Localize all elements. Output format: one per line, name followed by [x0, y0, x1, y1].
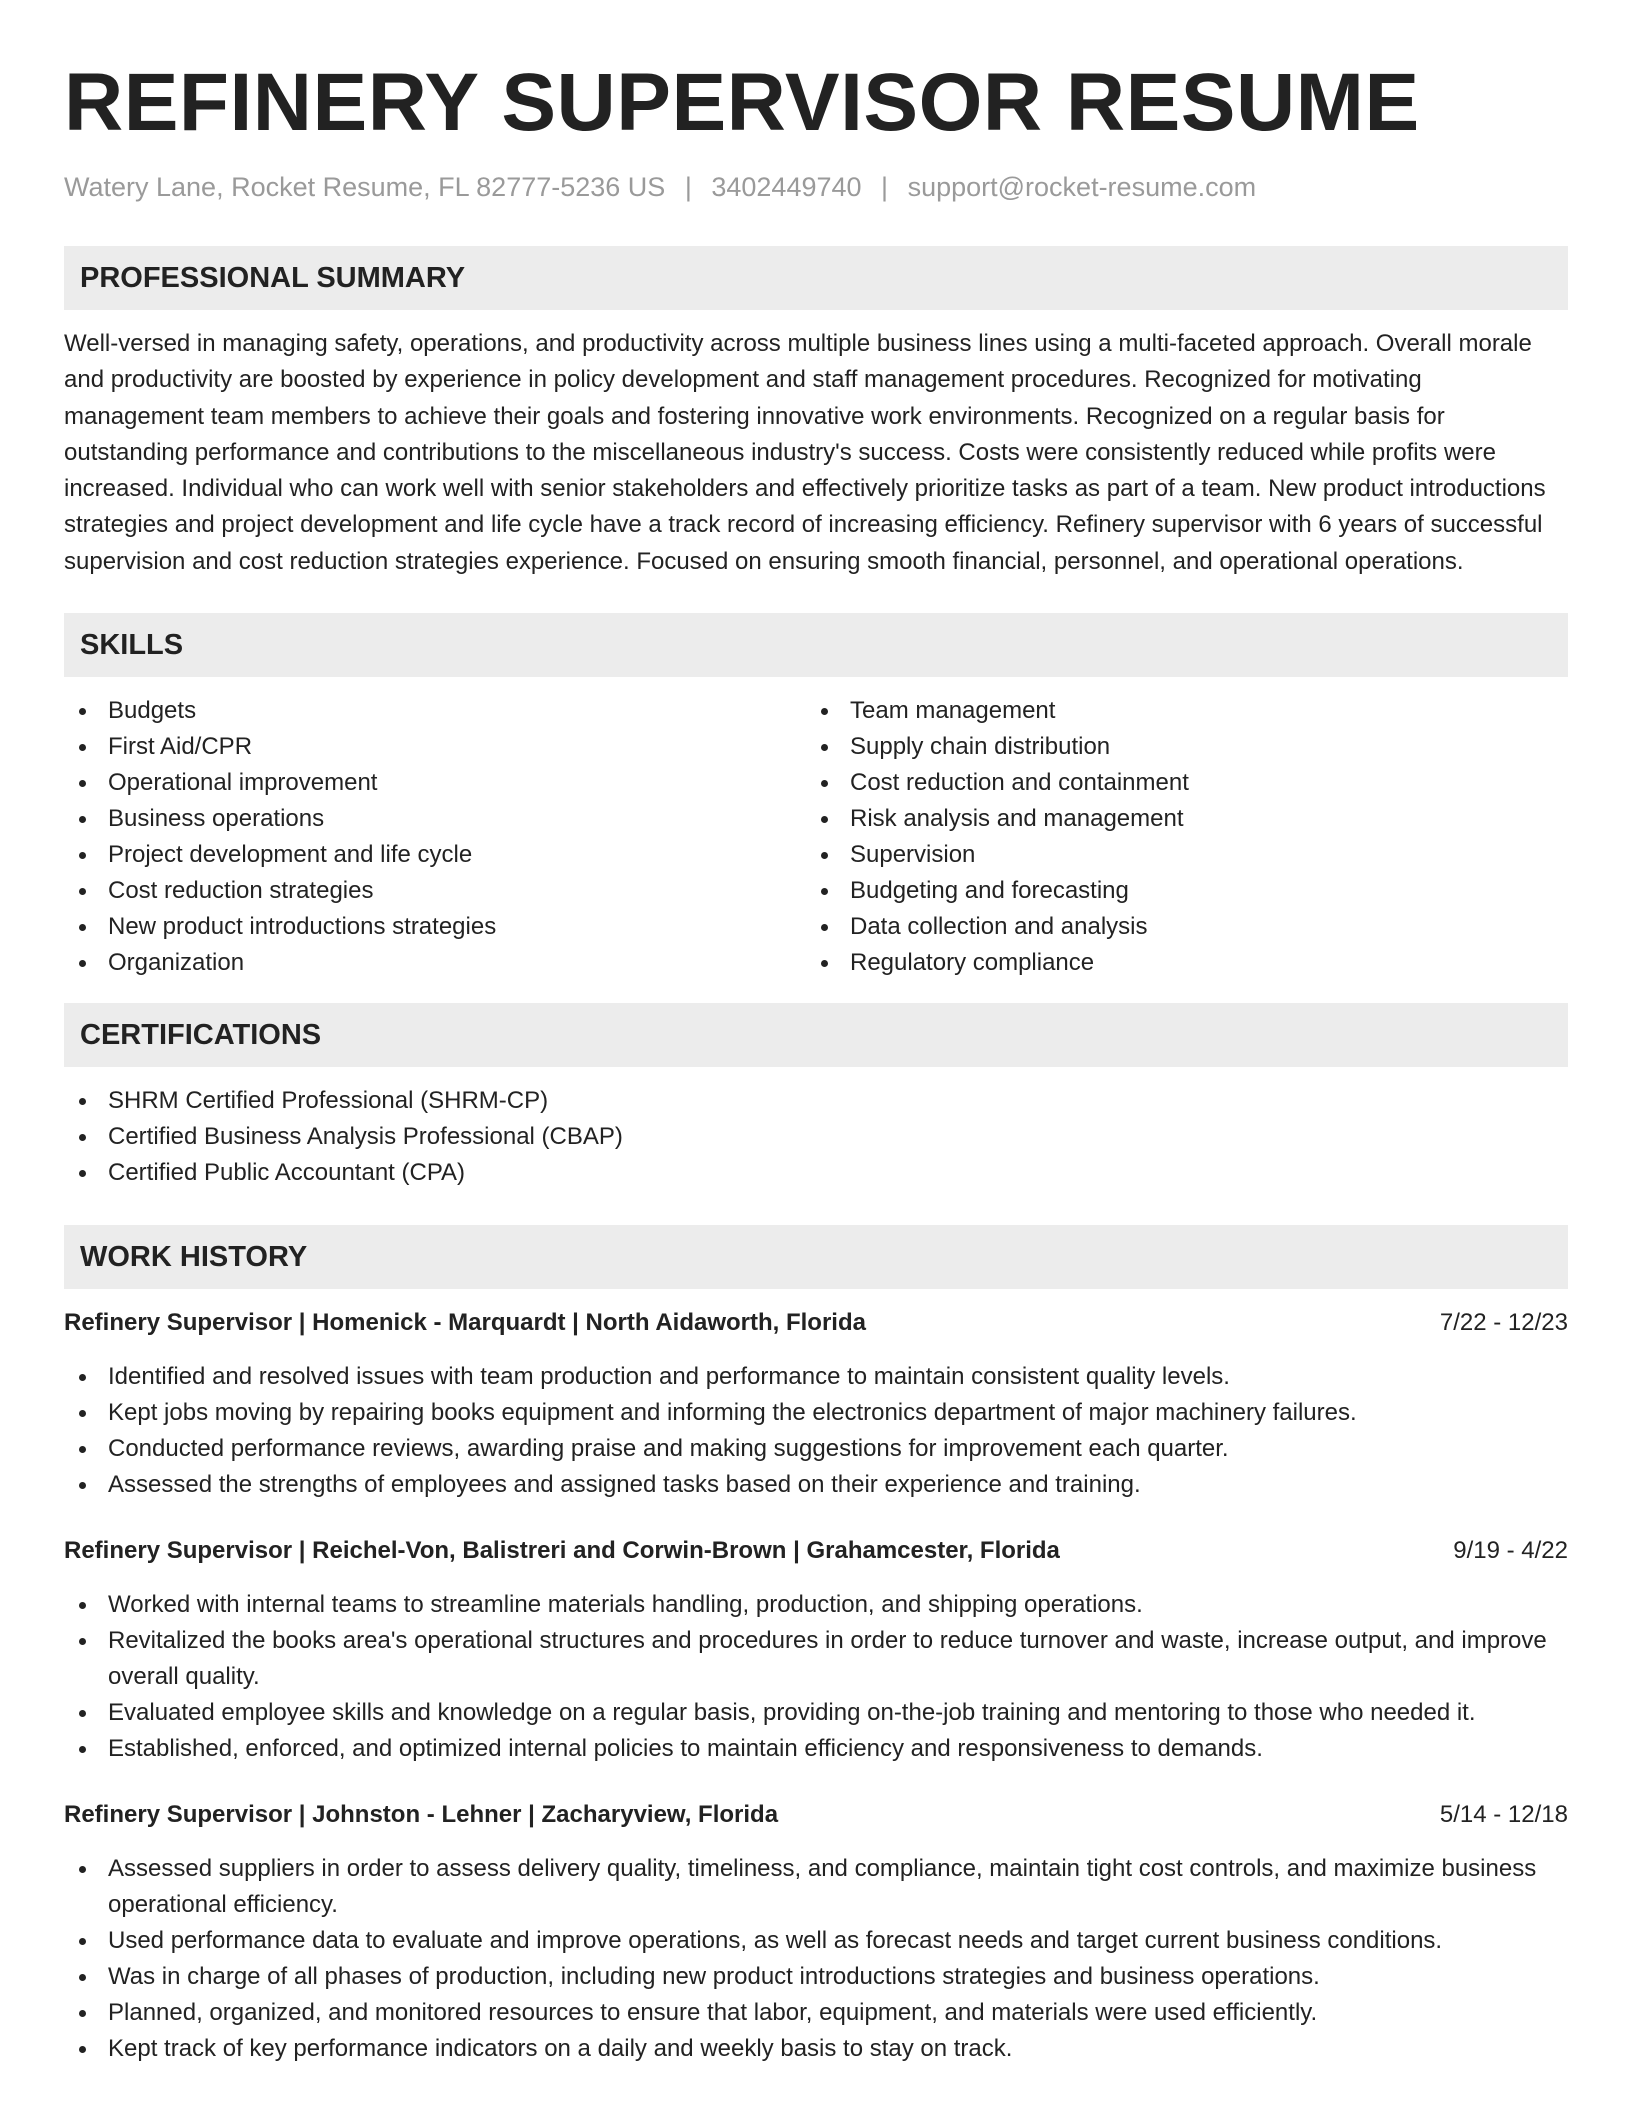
skill-item: Team management — [806, 693, 1548, 729]
job-duty: Planned, organized, and monitored resources to ensure that labor, equipment, and materials were used efficiently. — [64, 1995, 1568, 2031]
certification-item: SHRM Certified Professional (SHRM-CP) — [64, 1083, 1568, 1119]
job-dates: 9/19 - 4/22 — [1453, 1537, 1568, 1565]
skill-item: Supply chain distribution — [806, 729, 1548, 765]
job-duty: Conducted performance reviews, awarding praise and making suggestions for improvement each quarter. — [64, 1431, 1568, 1467]
job-duty: Worked with internal teams to streamline materials handling, production, and shipping operations. — [64, 1587, 1568, 1623]
contact-separator: | — [684, 172, 692, 202]
job-duty: Assessed the strengths of employees and assigned tasks based on their experience and training. — [64, 1467, 1568, 1503]
summary-heading: PROFESSIONAL SUMMARY — [64, 246, 1568, 310]
job-duties — [64, 1359, 1568, 1503]
job-header — [64, 1799, 1568, 1831]
skills-left-list — [64, 693, 806, 981]
skills-right-list — [806, 693, 1548, 981]
job-header — [64, 1307, 1568, 1339]
job-duty: Kept track of key performance indicators on a daily and weekly basis to stay on track. — [64, 2031, 1568, 2067]
certification-item: Certified Public Accountant (CPA) — [64, 1155, 1568, 1191]
skill-item: Budgets — [64, 693, 806, 729]
job-duty: Revitalized the books area's operational structures and procedures in order to reduce turnover and waste, increase output, and improve overall quality. — [64, 1623, 1568, 1695]
certifications-list — [64, 1083, 1568, 1191]
job-duty: Evaluated employee skills and knowledge on a regular basis, providing on-the-job training and mentoring to those who needed it. — [64, 1695, 1568, 1731]
job-duty: Established, enforced, and optimized internal policies to maintain efficiency and responsiveness to demands. — [64, 1731, 1568, 1767]
job-duty: Identified and resolved issues with team production and performance to maintain consistent quality levels. — [64, 1359, 1568, 1395]
job-duty: Assessed suppliers in order to assess delivery quality, timeliness, and compliance, maintain tight cost controls, and maximize business operational efficiency. — [64, 1851, 1568, 1923]
skill-item: Supervision — [806, 837, 1548, 873]
skill-item: Project development and life cycle — [64, 837, 806, 873]
certifications-heading: CERTIFICATIONS — [64, 1003, 1568, 1067]
skill-item: Risk analysis and management — [806, 801, 1548, 837]
skill-item: Regulatory compliance — [806, 945, 1548, 981]
skills-heading: SKILLS — [64, 613, 1568, 677]
contact-phone: 3402449740 — [711, 172, 862, 202]
job-title: Refinery Supervisor | Reichel-Von, Balistreri and Corwin-Brown | Grahamcester, Florida — [64, 1537, 1060, 1565]
contact-email: support@rocket-resume.com — [907, 172, 1257, 202]
job-duties — [64, 1851, 1568, 2067]
job-entry — [64, 1535, 1568, 1767]
job-header — [64, 1535, 1568, 1567]
contact-separator: | — [881, 172, 889, 202]
job-duty: Was in charge of all phases of production, including new product introductions strategies and business operations. — [64, 1959, 1568, 1995]
skill-item: Cost reduction strategies — [64, 873, 806, 909]
job-duty: Used performance data to evaluate and improve operations, as well as forecast needs and target current business conditions. — [64, 1923, 1568, 1959]
skill-item: First Aid/CPR — [64, 729, 806, 765]
contact-address: Watery Lane, Rocket Resume, FL 82777-5236 US — [64, 172, 666, 202]
job-dates: 7/22 - 12/23 — [1439, 1309, 1568, 1337]
skill-item: Operational improvement — [64, 765, 806, 801]
skill-item: Data collection and analysis — [806, 909, 1548, 945]
skill-item: Cost reduction and containment — [806, 765, 1548, 801]
job-title: Refinery Supervisor | Johnston - Lehner | Zacharyview, Florida — [64, 1801, 779, 1829]
skill-item: New product introductions strategies — [64, 909, 806, 945]
job-entry — [64, 1799, 1568, 2067]
skill-item: Budgeting and forecasting — [806, 873, 1548, 909]
summary-text: Well-versed in managing safety, operations, and productivity across multiple business lines using a multi-faceted approach. Overall morale and productivity are boosted by experience in policy development and staff management procedures. Recognized for motivating management team members to achieve their goals and fostering innovative work environments. Recognized on a regular basis for outstanding performance and contributions to the miscellaneous industry's success. Costs were consistently reduced while profits were increased. Individual who can work well with senior stakeholders and effectively prioritize tasks as part of a team. New product introductions strategies and project development and life cycle have a track record of increasing efficiency. Refinery supervisor with 6 years of successful supervision and cost reduction strategies experience. Focused on ensuring smooth financial, personnel, and operational operations. — [64, 330, 1546, 575]
resume-title: REFINERY SUPERVISOR RESUME — [64, 57, 1420, 148]
job-entry — [64, 1307, 1568, 1503]
job-duty: Kept jobs moving by repairing books equipment and informing the electronics department of major machinery failures. — [64, 1395, 1568, 1431]
work-history-heading: WORK HISTORY — [64, 1225, 1568, 1289]
contact-line — [64, 170, 1568, 204]
skills-grid — [64, 693, 1568, 981]
skill-item: Organization — [64, 945, 806, 981]
job-dates: 5/14 - 12/18 — [1439, 1801, 1568, 1829]
certification-item: Certified Business Analysis Professional (CBAP) — [64, 1119, 1568, 1155]
job-title: Refinery Supervisor | Homenick - Marquardt | North Aidaworth, Florida — [64, 1309, 866, 1337]
skill-item: Business operations — [64, 801, 806, 837]
job-duties — [64, 1587, 1568, 1767]
